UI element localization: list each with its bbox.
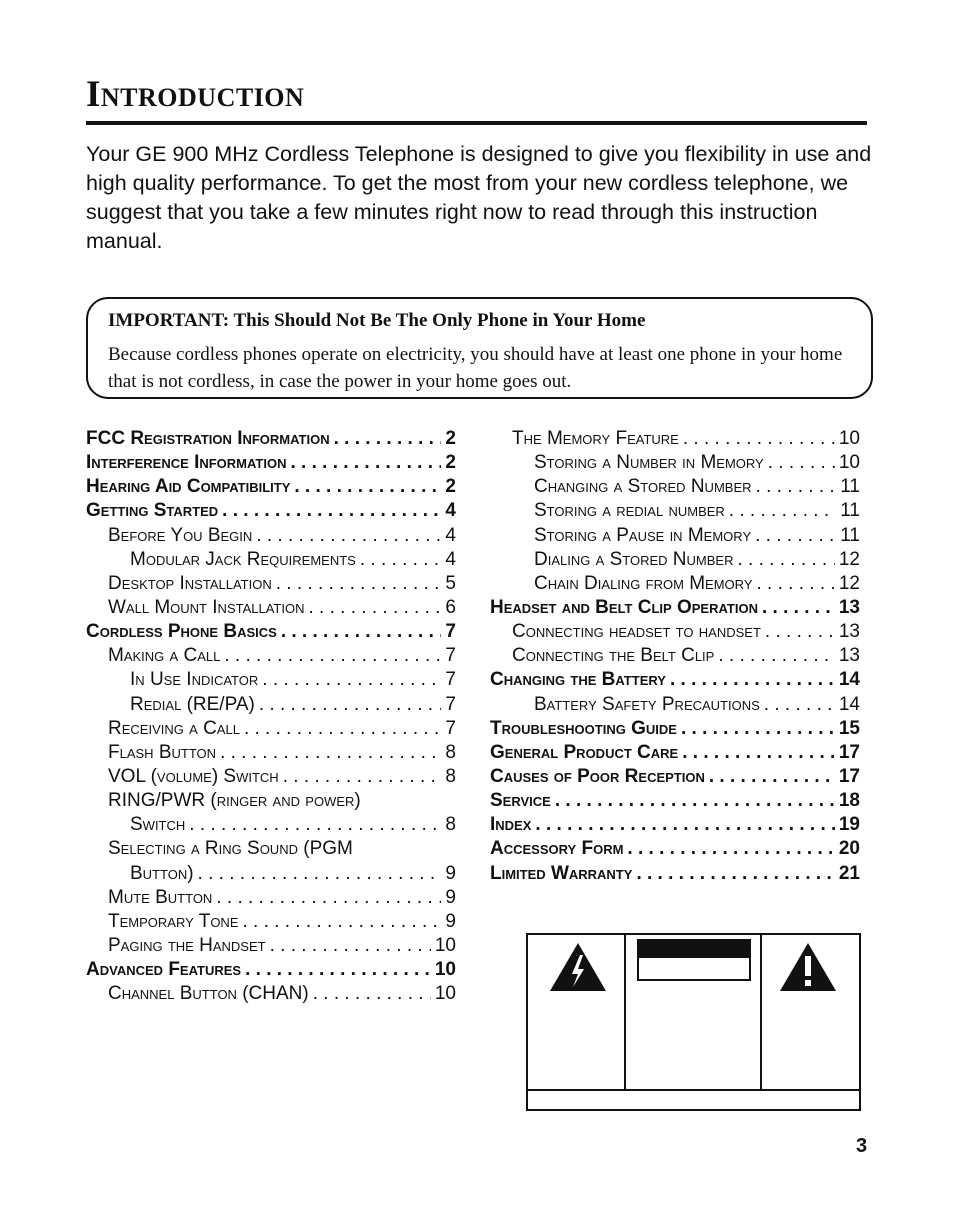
toc-entry[interactable]: Storing a redial number . . . 11: [490, 500, 860, 524]
toc-entry[interactable]: The Memory Feature . . . 10: [490, 428, 860, 452]
toc-entry[interactable]: Making a Call . . . 7: [86, 645, 456, 669]
warning-right-cell: [762, 935, 859, 1089]
toc-entry[interactable]: Receiving a Call . . . 7: [86, 718, 456, 742]
toc-entry[interactable]: Channel Button (CHAN) . . . 10: [86, 983, 456, 1007]
toc-entry[interactable]: Interference Information . . . 2: [86, 452, 456, 476]
toc-entry[interactable]: Changing the Battery . . . 14: [490, 669, 860, 693]
notice-body: Because cordless phones operate on electricity, you should have at least one phone in your home that is not cordless, in case the power in your home goes out.: [108, 344, 843, 392]
toc-entry[interactable]: Storing a Number in Memory . . . 10: [490, 452, 860, 476]
toc-entry[interactable]: Headset and Belt Clip Operation . . . 13: [490, 597, 860, 621]
warning-left-cell: [528, 935, 626, 1089]
toc-entry[interactable]: Getting Started . . . 4: [86, 500, 456, 524]
toc-entry[interactable]: Service . . . 18: [490, 790, 860, 814]
important-notice-box: [86, 297, 873, 399]
caution-label-icon: [637, 939, 751, 981]
toc-entry[interactable]: Switch . . . 8: [86, 814, 456, 838]
toc-entry[interactable]: Temporary Tone . . . 9: [86, 911, 456, 935]
toc-entry[interactable]: Redial (RE/PA) . . . 7: [86, 694, 456, 718]
toc-entry[interactable]: VOL (volume) Switch . . . 8: [86, 766, 456, 790]
lightning-bolt-triangle-icon: [548, 941, 608, 993]
toc-entry[interactable]: Flash Button . . . 8: [86, 742, 456, 766]
toc-entry[interactable]: Cordless Phone Basics . . . 7: [86, 621, 456, 645]
toc-entry[interactable]: Wall Mount Installation . . . 6: [86, 597, 456, 621]
notice-heading: IMPORTANT: This Should Not Be The Only Phone in Your Home: [108, 310, 646, 331]
toc-entry[interactable]: Connecting the Belt Clip . . . 13: [490, 645, 860, 669]
toc-entry[interactable]: Chain Dialing from Memory . . . 12: [490, 573, 860, 597]
toc-entry[interactable]: Troubleshooting Guide . . . 15: [490, 718, 860, 742]
toc-entry[interactable]: Dialing a Stored Number . . . 12: [490, 549, 860, 573]
exclamation-triangle-icon: [778, 941, 838, 993]
toc-entry[interactable]: Accessory Form . . . 20: [490, 838, 860, 862]
toc-entry[interactable]: Paging the Handset . . . 10: [86, 935, 456, 959]
title-rule: [86, 121, 867, 125]
toc-entry[interactable]: Storing a Pause in Memory . . . 11: [490, 525, 860, 549]
toc-entry[interactable]: Connecting headset to handset . . . 13: [490, 621, 860, 645]
toc-entry-first-line[interactable]: Selecting a Ring Sound (PGM: [108, 838, 353, 860]
toc-entry[interactable]: FCC Registration Information . . . 2: [86, 428, 456, 452]
toc-entry[interactable]: Hearing Aid Compatibility . . . 2: [86, 476, 456, 500]
toc-right-column: [490, 428, 860, 887]
toc-entry[interactable]: Desktop Installation . . . 5: [86, 573, 456, 597]
toc-entry[interactable]: Index . . . 19: [490, 814, 860, 838]
toc-entry[interactable]: Limited Warranty . . . 21: [490, 863, 860, 887]
toc-entry[interactable]: In Use Indicator . . . 7: [86, 669, 456, 693]
toc-entry[interactable]: Causes of Poor Reception . . . 17: [490, 766, 860, 790]
toc-entry[interactable]: Modular Jack Requirements . . . 4: [86, 549, 456, 573]
toc-entry[interactable]: Battery Safety Precautions . . . 14: [490, 694, 860, 718]
toc-entry[interactable]: Mute Button . . . 9: [86, 887, 456, 911]
warning-footer-strip: [528, 1089, 859, 1109]
toc-entry[interactable]: Changing a Stored Number . . . 11: [490, 476, 860, 500]
intro-paragraph: Your GE 900 MHz Cordless Telephone is designed to give you flexibility in use and high quality performance. To get the most from your new cordless telephone, we suggest that you take a few minutes right now to read through this instruction manual.: [86, 142, 872, 253]
toc-entry[interactable]: Before You Begin . . . 4: [86, 525, 456, 549]
page-title: Introduction: [86, 74, 305, 115]
warning-panel: [526, 933, 861, 1111]
toc-entry-first-line[interactable]: RING/PWR (ringer and power): [108, 790, 361, 812]
toc-entry[interactable]: General Product Care . . . 17: [490, 742, 860, 766]
toc-left-column: [86, 428, 456, 1007]
warning-center-cell: [626, 935, 762, 1089]
toc-entry[interactable]: Advanced Features . . . 10: [86, 959, 456, 983]
toc-entry[interactable]: Button) . . . 9: [86, 863, 456, 887]
page-number: 3: [856, 1135, 868, 1157]
